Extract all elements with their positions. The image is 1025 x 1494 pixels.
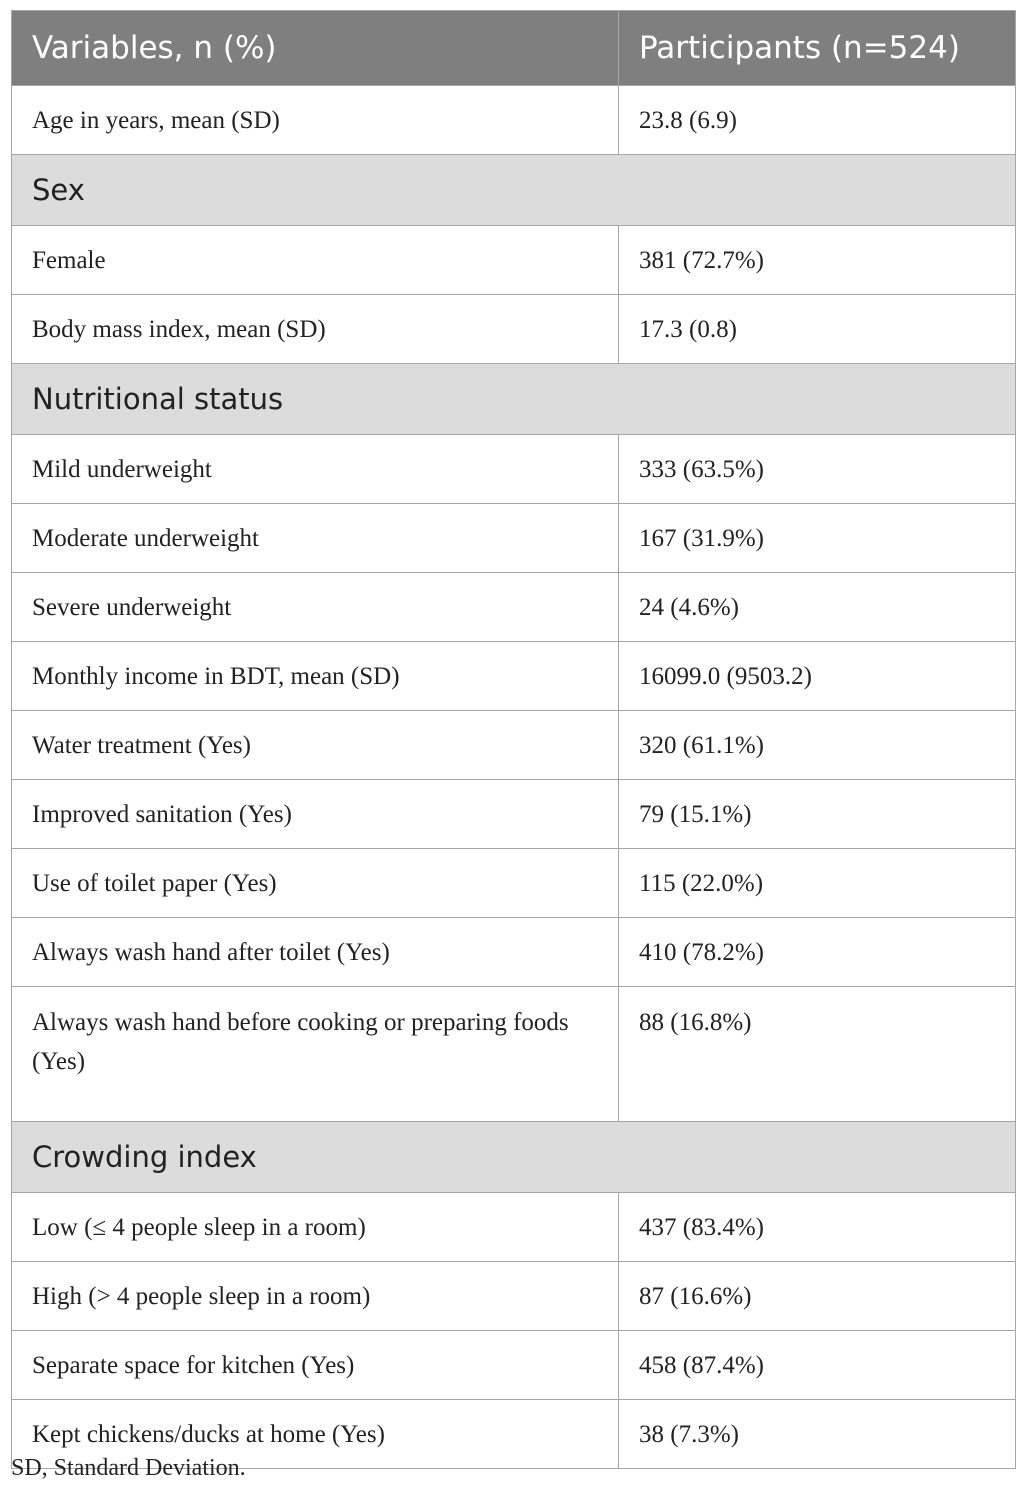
value-cell: 458 (87.4%) <box>619 1331 1016 1400</box>
variable-cell: Body mass index, mean (SD) <box>12 295 619 364</box>
value-cell: 437 (83.4%) <box>619 1193 1016 1262</box>
variable-cell: Improved sanitation (Yes) <box>12 780 619 849</box>
variable-cell: Monthly income in BDT, mean (SD) <box>12 642 619 711</box>
variable-cell: Female <box>12 226 619 295</box>
table-row <box>12 849 1016 918</box>
table-row <box>12 642 1016 711</box>
value-cell: 167 (31.9%) <box>619 504 1016 573</box>
section-row <box>12 1122 1016 1193</box>
table-row <box>12 295 1016 364</box>
section-heading: Crowding index <box>12 1122 1016 1193</box>
table-row <box>12 226 1016 295</box>
variable-cell: Severe underweight <box>12 573 619 642</box>
section-heading: Nutritional status <box>12 364 1016 435</box>
table-body <box>12 86 1016 1469</box>
variable-cell: Separate space for kitchen (Yes) <box>12 1331 619 1400</box>
table-row <box>12 1262 1016 1331</box>
header-variables: Variables, n (%) <box>12 11 619 86</box>
value-cell: 333 (63.5%) <box>619 435 1016 504</box>
variable-cell: Low (≤ 4 people sleep in a room) <box>12 1193 619 1262</box>
value-cell: 24 (4.6%) <box>619 573 1016 642</box>
table-row <box>12 573 1016 642</box>
value-cell: 17.3 (0.8) <box>619 295 1016 364</box>
table-header-row <box>12 11 1016 86</box>
table-row <box>12 780 1016 849</box>
value-cell: 38 (7.3%) <box>619 1400 1016 1469</box>
characteristics-table-container <box>11 10 1015 1469</box>
characteristics-table <box>11 10 1016 1469</box>
header-participants: Participants (n=524) <box>619 11 1016 86</box>
variable-cell: Mild underweight <box>12 435 619 504</box>
table-row <box>12 711 1016 780</box>
table-row <box>12 86 1016 155</box>
section-heading: Sex <box>12 155 1016 226</box>
variable-cell: Age in years, mean (SD) <box>12 86 619 155</box>
variable-cell: Always wash hand before cooking or preparing foods (Yes) <box>12 987 619 1122</box>
value-cell: 87 (16.6%) <box>619 1262 1016 1331</box>
value-cell: 16099.0 (9503.2) <box>619 642 1016 711</box>
table-row <box>12 918 1016 987</box>
value-cell: 88 (16.8%) <box>619 987 1016 1122</box>
variable-cell: Kept chickens/ducks at home (Yes) <box>12 1400 619 1469</box>
value-cell: 79 (15.1%) <box>619 780 1016 849</box>
value-cell: 381 (72.7%) <box>619 226 1016 295</box>
table-row <box>12 1331 1016 1400</box>
table-row <box>12 987 1016 1122</box>
table-row <box>12 504 1016 573</box>
variable-cell: Moderate underweight <box>12 504 619 573</box>
table-row <box>12 435 1016 504</box>
value-cell: 23.8 (6.9) <box>619 86 1016 155</box>
value-cell: 320 (61.1%) <box>619 711 1016 780</box>
variable-cell: High (> 4 people sleep in a room) <box>12 1262 619 1331</box>
section-row <box>12 155 1016 226</box>
variable-cell: Always wash hand after toilet (Yes) <box>12 918 619 987</box>
table-footnote: SD, Standard Deviation. <box>11 1455 246 1481</box>
table-row <box>12 1193 1016 1262</box>
value-cell: 410 (78.2%) <box>619 918 1016 987</box>
variable-cell: Use of toilet paper (Yes) <box>12 849 619 918</box>
value-cell: 115 (22.0%) <box>619 849 1016 918</box>
section-row <box>12 364 1016 435</box>
variable-cell: Water treatment (Yes) <box>12 711 619 780</box>
